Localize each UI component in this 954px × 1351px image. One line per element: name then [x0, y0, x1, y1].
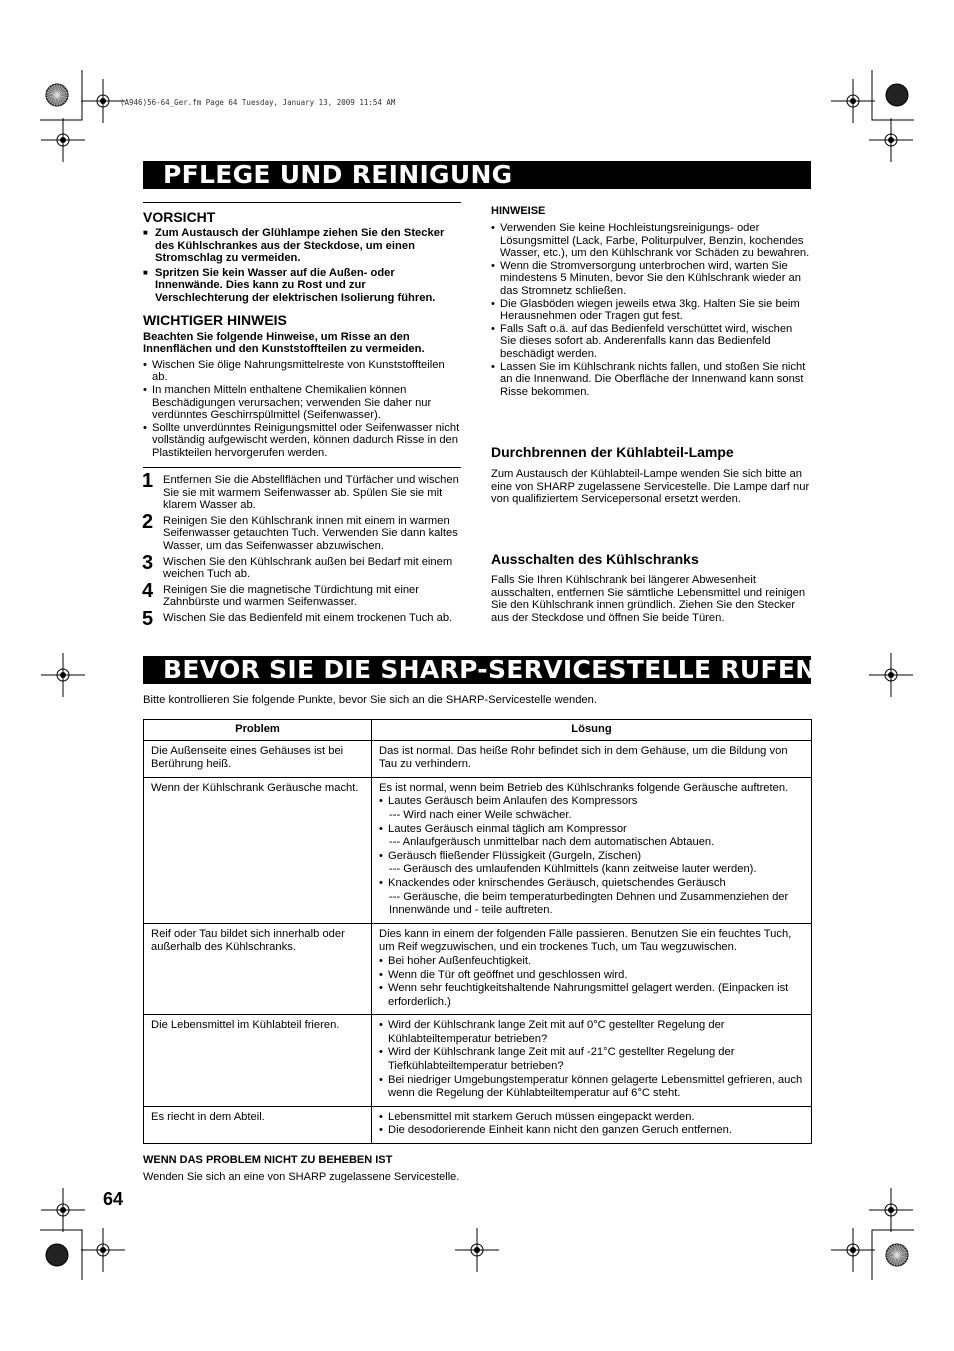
section-title-pflege: PFLEGE UND REINIGUNG	[143, 161, 811, 189]
lampe-section	[491, 444, 811, 506]
table-row	[144, 1106, 812, 1143]
solution-text: Dies kann in einem der folgenden Fälle passieren. Benutzen Sie ein feuchtes Tuch, um Reif wegzuwischen, und ein trockenes Tuch, um Tau wegzuwischen.	[379, 927, 792, 954]
list-item-main: • Die desodorierende Einheit kann nicht den ganzen Geruch entfernen.	[388, 1124, 732, 1137]
list-item-main: • Lautes Geräusch einmal täglich am Kompressor	[388, 822, 627, 835]
list-item-main: • Geräusch fließender Flüssigkeit (Gurgeln, Zischen)	[388, 849, 642, 862]
list-item	[379, 795, 804, 822]
column-header: Problem	[144, 720, 372, 741]
solution-cell	[372, 923, 812, 1015]
cleaning-steps	[142, 470, 461, 630]
crosshair-dot	[474, 1247, 480, 1253]
service-intro: Bitte kontrollieren Sie folgende Punkte, bevor Sie sich an die SHARP-Servicestelle wenden.	[143, 694, 597, 706]
lampe-heading: Durchbrennen der Kühlabteil-Lampe	[491, 444, 734, 460]
step-number: 2	[142, 510, 154, 533]
step-item: 1 Entfernen Sie die Abstellflächen und Türfächer und wischen Sie sie mit warmem Seifenwasser ab. Spülen Sie sie mit klarem Wasser ab.	[142, 470, 459, 512]
list-item	[379, 1019, 804, 1046]
wichtiger-intro: Beachten Sie folgende Hinweise, um Risse an den Innenflächen und den Kunststoffteilen zu vermeiden.	[143, 330, 425, 356]
step-number: 3	[142, 551, 154, 574]
divider	[143, 202, 461, 203]
crosshair-dot	[100, 1247, 106, 1253]
list-item	[379, 877, 804, 918]
list-item: • Sollte unverdünntes Reinigungsmittel oder Seifenwasser nicht vollständig aufgewischt werden, können dadurch Risse in den Plastikteilen hervorgerufen werden.	[143, 422, 461, 460]
table-row	[144, 777, 812, 923]
step-item: 3 Wischen Sie den Kühlschrank außen bei Bedarf mit einem weichen Tuch ab.	[142, 551, 453, 581]
list-item-main: • Wenn die Tür oft geöffnet und geschlossen wird.	[388, 968, 628, 981]
crosshair-dot	[850, 1247, 856, 1253]
table-row	[144, 923, 812, 1015]
solution-list	[379, 1019, 804, 1101]
step-number: 1	[142, 470, 154, 492]
problem-cell: Wenn der Kühlschrank Geräusche macht.	[144, 777, 372, 923]
list-item	[379, 1074, 804, 1101]
solution-cell	[372, 1106, 812, 1143]
crosshair-dot	[888, 137, 894, 143]
wichtiger-heading: WICHTIGER HINWEIS	[143, 311, 287, 328]
problem-cell: Die Außenseite eines Gehäuses ist bei Berührung heiß.	[144, 740, 372, 777]
list-item-main: • Knackendes oder knirschendes Geräusch, quietschendes Geräusch	[388, 876, 726, 889]
solution-text: Es ist normal, wenn beim Betrieb des Kühlschranks folgende Geräusche auftreten.	[379, 781, 789, 794]
list-item-main: • Bei niedriger Umgebungstemperatur können gelagerte Lebensmittel gefrieren, auch wenn die Regelung der Kühlabteiltemperatur auf 6°C steht.	[388, 1073, 803, 1100]
file-header-line: (A946)56-64_Ger.fm Page 64 Tuesday, January 13, 2009 11:54 AM	[120, 98, 396, 107]
list-item: • Wischen Sie ölige Nahrungsmittelreste von Kunststoffteilen ab.	[143, 359, 461, 384]
crosshair-dot	[888, 672, 894, 678]
step-number: 5	[142, 607, 154, 630]
list-item	[379, 823, 804, 850]
lampe-text: Zum Austausch der Kühlabteil-Lampe wenden Sie sich bitte an eine von SHARP zugelassene Servicestelle. Die Lampe darf nur von qualifiziertem Servicepersonal ersetzt werden.	[491, 468, 810, 506]
problem-cell: Es riecht in dem Abteil.	[144, 1106, 372, 1143]
crosshair-dot	[850, 98, 856, 104]
list-item	[379, 1046, 804, 1073]
ausschalten-section	[491, 551, 811, 624]
list-item-main: • Wird der Kühlschrank lange Zeit mit auf -21°C gestellter Regelung der Tiefkühlabteiltemperatur betrieben?	[388, 1046, 735, 1073]
wichtiger-list	[143, 359, 461, 460]
crosshair-dot	[100, 98, 106, 104]
list-item	[379, 955, 804, 969]
list-item-main: • Wird der Kühlschrank lange Zeit mit auf 0°C gestellter Regelung der Kühlabteiltemperatur betrieben?	[388, 1019, 725, 1045]
color-target-mark	[46, 1244, 68, 1266]
left-column	[143, 209, 461, 460]
table-row	[144, 740, 812, 777]
crosshair-dot	[60, 672, 66, 678]
problem-cell: Die Lebensmittel im Kühlabteil frieren.	[144, 1015, 372, 1107]
list-item-main: • Bei hoher Außenfeuchtigkeit.	[388, 954, 532, 967]
vorsicht-heading: VORSICHT	[143, 209, 216, 225]
section-title-service: BEVOR SIE DIE SHARP-SERVICESTELLE RUFEN	[143, 656, 811, 684]
list-item	[379, 1124, 804, 1138]
table-header-row	[144, 720, 812, 741]
step-item: 2 Reinigen Sie den Kühlschrank innen mit einem in warmen Seifenwasser getauchten Tuch. Verwenden Sie dann kaltes Wasser, um das Seifenwasser abzuwischen.	[142, 510, 458, 552]
list-item	[379, 850, 804, 877]
step-item: 5 Wischen Sie das Bedienfeld mit einem trockenen Tuch ab.	[142, 607, 453, 630]
list-item: • Die Glasböden wiegen jeweils etwa 3kg. Halten Sie sie beim Herausnehmen oder Tragen gut fest.	[491, 298, 811, 323]
color-target-mark	[886, 84, 908, 106]
crosshair-dot	[60, 137, 66, 143]
list-item: • Lassen Sie im Kühlschrank nichts fallen, und stoßen Sie nicht an die Innenwand. Die Oberfläche der Innenwand kann sonst Risse bekommen.	[491, 361, 811, 399]
list-item-main: • Lautes Geräusch beim Anlaufen des Kompressors	[388, 795, 638, 808]
list-item	[379, 1111, 804, 1125]
list-item-main: • Lebensmittel mit starkem Geruch müssen eingepackt werden.	[388, 1110, 695, 1123]
solution-list	[379, 1111, 804, 1138]
step-number: 4	[142, 579, 154, 602]
list-item: ■ Zum Austausch der Glühlampe ziehen Sie den Stecker des Kühlschrankes aus der Steckdose, um einen Stromschlag zu vermeiden.	[143, 227, 461, 265]
crosshair-dot	[60, 1207, 66, 1213]
solution-text: Das ist normal. Das heiße Rohr befindet sich in dem Gehäuse, um die Bildung von Tau zu verhindern.	[379, 744, 788, 771]
solution-list	[379, 795, 804, 917]
list-item-note: --- Geräusche, die beim temperaturbedingten Dehnen und Zusammenziehen der Innenwände und - teile auftreten.	[389, 890, 789, 917]
crosshair-dot	[888, 1207, 894, 1213]
footer-text: Wenden Sie sich an eine von SHARP zugelassene Servicestelle.	[143, 1171, 460, 1183]
list-item	[379, 969, 804, 983]
table-row	[144, 1015, 812, 1107]
solution-cell	[372, 777, 812, 923]
ausschalten-text: Falls Sie Ihren Kühlschrank bei längerer Abwesenheit ausschalten, entfernen Sie sämtliche Lebensmittel und reinigen Sie den Kühlschrank innen gründlich. Ziehen Sie den Stecker aus der Steckdose und öffnen Sie beide Türen.	[491, 574, 806, 624]
list-item: ■ Spritzen Sie kein Wasser auf die Außen- oder Innenwände. Dies kann zu Rost und zur Verschlechterung der elektrischen Isolierung führen.	[143, 267, 461, 305]
problem-cell: Reif oder Tau bildet sich innerhalb oder außerhalb des Kühlschranks.	[144, 923, 372, 1015]
solution-cell	[372, 1015, 812, 1107]
solution-list	[379, 955, 804, 1009]
list-item-note: --- Anlaufgeräusch unmittelbar nach dem automatischen Abtauen.	[389, 836, 715, 849]
divider	[143, 467, 461, 468]
list-item-note: --- Geräusch des umlaufenden Kühlmittels (kann zeitweise lauter werden).	[389, 863, 757, 876]
footer-heading: WENN DAS PROBLEM NICHT ZU BEHEBEN IST	[143, 1154, 393, 1166]
list-item: • Falls Saft o.ä. auf das Bedienfeld verschüttet wird, wischen Sie dieses sofort ab. Anderenfalls kann das Bedienfeld beschädigt werden.	[491, 323, 811, 361]
vorsicht-list	[143, 227, 461, 305]
list-item-note: --- Wird nach einer Weile schwächer.	[389, 808, 572, 821]
column-header: Lösung	[372, 720, 812, 741]
list-item-main: • Wenn sehr feuchtigkeitshaltende Nahrungsmittel gelagert werden. (Einpacken ist erforderlich.)	[388, 982, 789, 1008]
list-item: • In manchen Mitteln enthaltene Chemikalien können Beschädigungen verursachen; verwenden Sie daher nur verdünntes Geschirrspülmittel (Seifenwasser).	[143, 384, 461, 422]
page-number: 64	[103, 1189, 124, 1209]
right-column	[491, 205, 811, 398]
list-item: • Verwenden Sie keine Hochleistungsreinigungs- oder Lösungsmittel (Lack, Farbe, Politurpulver, Benzin, kochendes Wasser, etc.), um den Kühlschrank vor Schäden zu bewahren.	[491, 222, 811, 260]
list-item: • Wenn die Stromversorgung unterbrochen wird, warten Sie mindestens 5 Minuten, bevor Sie den Kühlschrank wieder an das Stromnetz schließen.	[491, 260, 811, 298]
ausschalten-heading: Ausschalten des Kühlschranks	[491, 551, 699, 567]
troubleshooting-table	[143, 719, 812, 1144]
step-item: 4 Reinigen Sie die magnetische Türdichtung mit einer Zahnbürste und warmen Seifenwasser.	[142, 579, 420, 609]
list-item	[379, 982, 804, 1009]
hinweise-heading: HINWEISE	[491, 205, 546, 217]
table-body	[144, 740, 812, 1143]
solution-cell	[372, 740, 812, 777]
hinweise-list	[491, 222, 811, 398]
